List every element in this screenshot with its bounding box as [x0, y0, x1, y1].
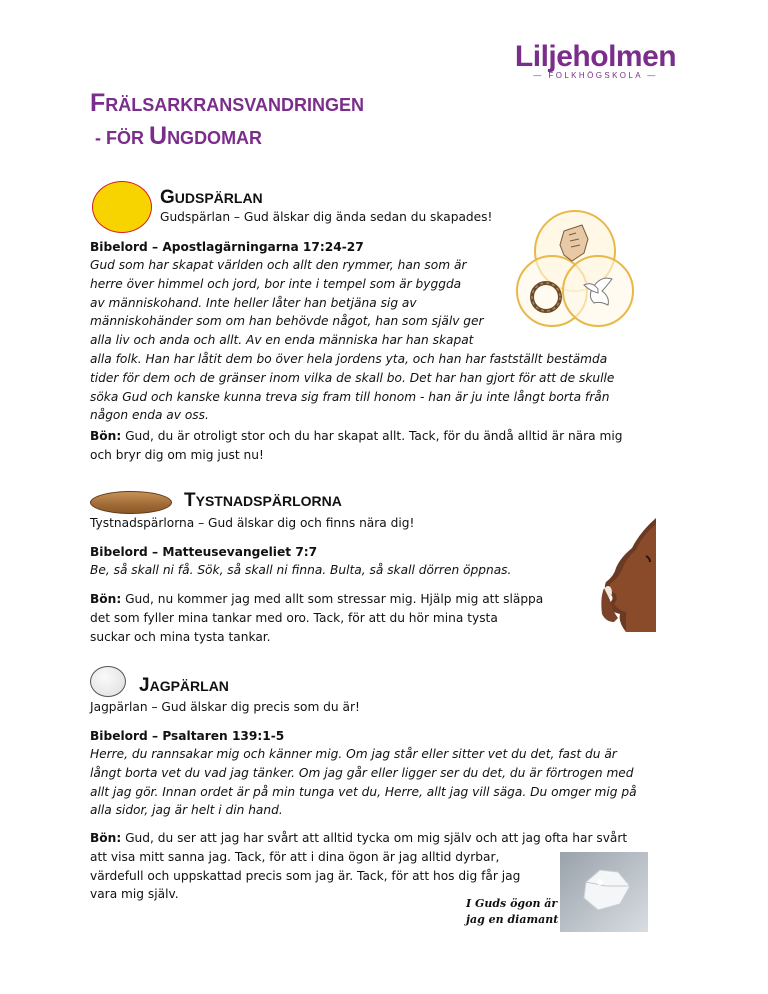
verse-line: tider för dem och de gränser inom vilka de skall bo. Det har han gjort för att de skulle: [90, 370, 615, 385]
subtitle-cap: U: [149, 122, 168, 150]
verse-line: någon enda av oss.: [90, 408, 209, 423]
gold-pearl-icon: [92, 181, 152, 233]
bible-reference: Bibelord – Psaltaren 139:1-5: [90, 729, 285, 743]
bible-verse: [90, 745, 680, 820]
verse-line: Herre, du rannsakar mig och känner mig. Om jag står eller sitter vet du det, fast du är: [90, 747, 617, 761]
verse-line: alla sidor, jag är helt i din hand.: [90, 803, 283, 818]
prayer-text: Gud, nu kommer jag med allt som stressar mig. Hjälp mig att släppa: [121, 592, 544, 606]
heading-cap: G: [160, 187, 175, 208]
verse-line: Be, så skall ni få. Sök, så skall ni finna. Bulta, så skall dörren öppnas.: [90, 563, 512, 577]
white-pearl-icon: [90, 666, 126, 697]
subtitle-prefix: -: [90, 128, 106, 148]
prayer: [90, 427, 670, 465]
prayer-line: värdefull och uppskattad precis som jag är. Tack, för att hos dig får jag: [90, 868, 521, 883]
prayer-text: Gud, du är otroligt stor och du har skapat allt. Tack, för du ändå alltid är nära mig: [121, 429, 623, 443]
title-cap: F: [90, 89, 106, 117]
heading-rest: YSTNADSPÄRLORNA: [195, 493, 342, 509]
verse-line: allt jag gör. Innan ordet är på min tunga vet du, Herre, allt jag vill säga. Du omger mig på: [90, 784, 637, 799]
caption-line: I Guds ögon är: [466, 897, 558, 910]
verse-line: långt borta vet du vad jag tänker. Om jag går eller ligger ser du det, du är förtrogen med: [90, 765, 634, 780]
section-subtitle: Jagpärlan – Gud älskar dig precis som du är!: [90, 700, 360, 714]
bible-reference: Bibelord – Apostlagärningarna 17:24-27: [90, 240, 364, 254]
prayer: [90, 590, 570, 646]
verse-line: av människohand. Inte heller låter han betjäna sig av: [90, 295, 417, 310]
prayer-label: Bön:: [90, 831, 122, 845]
prayer-line: och bryr dig om mig just nu!: [90, 447, 264, 462]
prayer-line: det som fyller mina tankar med oro. Tack, för att du hör mina tysta: [90, 610, 498, 625]
verse-line: söka Gud och kanske kunna treva sig fram till honom - han är ju inte långt borta från: [90, 389, 610, 404]
section-subtitle: Gudspärlan – Gud älskar dig ända sedan du skapades!: [160, 210, 493, 224]
section-heading: [160, 187, 263, 209]
heading-cap: J: [139, 675, 150, 696]
subtitle-small: FÖR: [106, 128, 149, 148]
prayer-line: [90, 590, 570, 609]
logo-subtitle: — FOLKHÖGSKOLA —: [533, 71, 658, 80]
bible-verse: [90, 256, 660, 425]
verse-line: Gud som har skapat världen och allt den rymmer, han som är: [90, 258, 467, 272]
prayer-line: [90, 427, 670, 446]
verse-line: alla folk. Han har låtit dem bo över hela jordens yta, och han har fastställt bestämda: [90, 351, 608, 366]
prayer-label: Bön:: [90, 592, 122, 606]
silence-face-image: [596, 518, 656, 632]
section-heading: [139, 675, 229, 697]
prayer-line: vara mig själv.: [90, 887, 179, 902]
verse-line: alla liv och anda och allt. Av en enda människa har han skapat: [90, 333, 474, 348]
section-heading: [184, 490, 342, 512]
brown-pearl-icon: [90, 491, 172, 514]
title-rest: RÄLSARKRANSVANDRINGEN: [105, 95, 364, 115]
caption-line: jag en diamant: [466, 913, 559, 926]
verse-line: herre över himmel och jord, bor inte i tempel som är byggda: [90, 276, 462, 291]
prayer-line: [90, 829, 680, 848]
page-title: [90, 88, 364, 120]
heading-rest: UDSPÄRLAN: [174, 190, 263, 206]
section-subtitle: Tystnadspärlorna – Gud älskar dig och finns nära dig!: [90, 516, 415, 530]
bible-verse: [90, 561, 511, 580]
logo-name: Liljeholmen: [514, 40, 677, 73]
heading-cap: T: [184, 490, 196, 511]
diamond-image: [560, 852, 648, 932]
verse-line: människohänder som om han behövde något, han som själv ger: [90, 314, 484, 329]
prayer-text: Gud, du ser att jag har svårt att alltid tycka om mig själv och att jag ofta har svårt: [121, 831, 628, 845]
subtitle-rest: NGDOMAR: [167, 128, 263, 148]
prayer-line: att visa mitt sanna jag. Tack, för att i dina ögon är jag alltid dyrbar,: [90, 849, 500, 864]
bible-reference: Bibelord – Matteusevangeliet 7:7: [90, 545, 318, 559]
prayer-line: suckar och mina tysta tankar.: [90, 629, 271, 644]
prayer-label: Bön:: [90, 429, 122, 443]
diamond-caption: [466, 896, 558, 928]
page-subtitle: [90, 121, 262, 153]
heading-rest: AGPÄRLAN: [149, 678, 229, 694]
